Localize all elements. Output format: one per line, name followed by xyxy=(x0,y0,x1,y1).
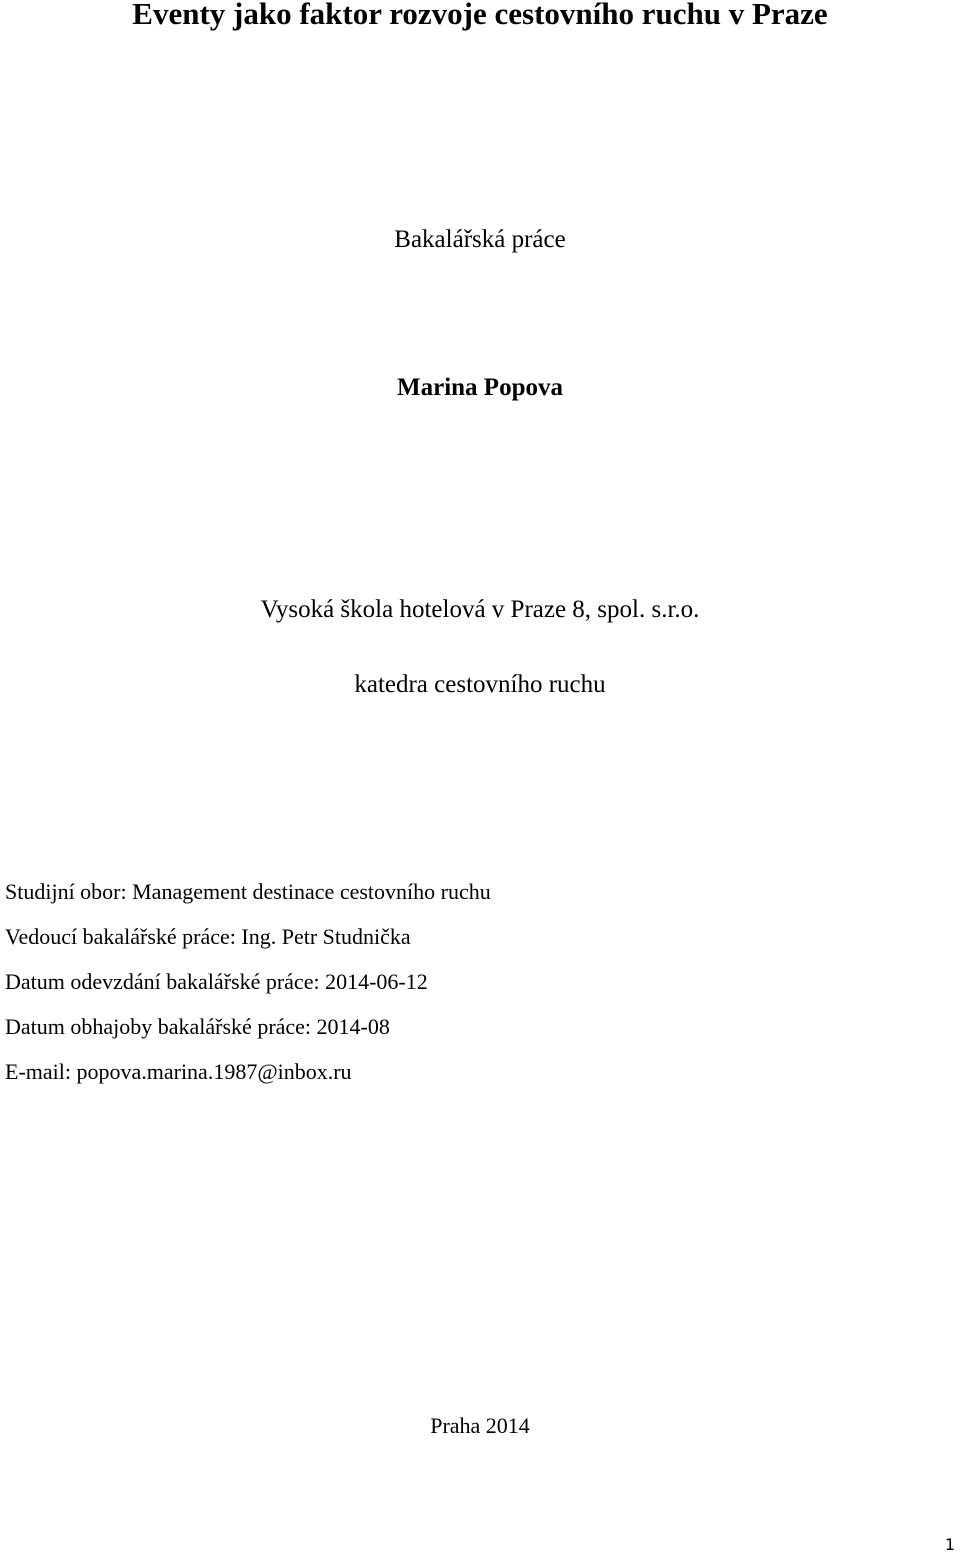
supervisor-line: Vedoucí bakalářské práce: Ing. Petr Studnička xyxy=(5,924,411,949)
thesis-type: Bakalářská práce xyxy=(394,226,566,253)
school-name: Vysoká škola hotelová v Praze 8, spol. s.r.o. xyxy=(260,596,700,623)
defense-date-line: Datum obhajoby bakalářské práce: 2014-08 xyxy=(5,1014,390,1039)
submission-date-line: Datum odevzdání bakalářské práce: 2014-06-12 xyxy=(5,969,428,994)
study-field-line: Studijní obor: Management destinace cestovního ruchu xyxy=(5,879,491,904)
document-title: Eventy jako faktor rozvoje cestovního ruchu v Praze xyxy=(132,0,828,31)
author-name: Marina Popova xyxy=(397,374,563,401)
page-number: 1 xyxy=(944,1535,955,1554)
place-and-year: Praha 2014 xyxy=(430,1413,530,1438)
email-line: E-mail: popova.marina.1987@inbox.ru xyxy=(5,1059,352,1084)
department-name: katedra cestovního ruchu xyxy=(354,671,606,698)
